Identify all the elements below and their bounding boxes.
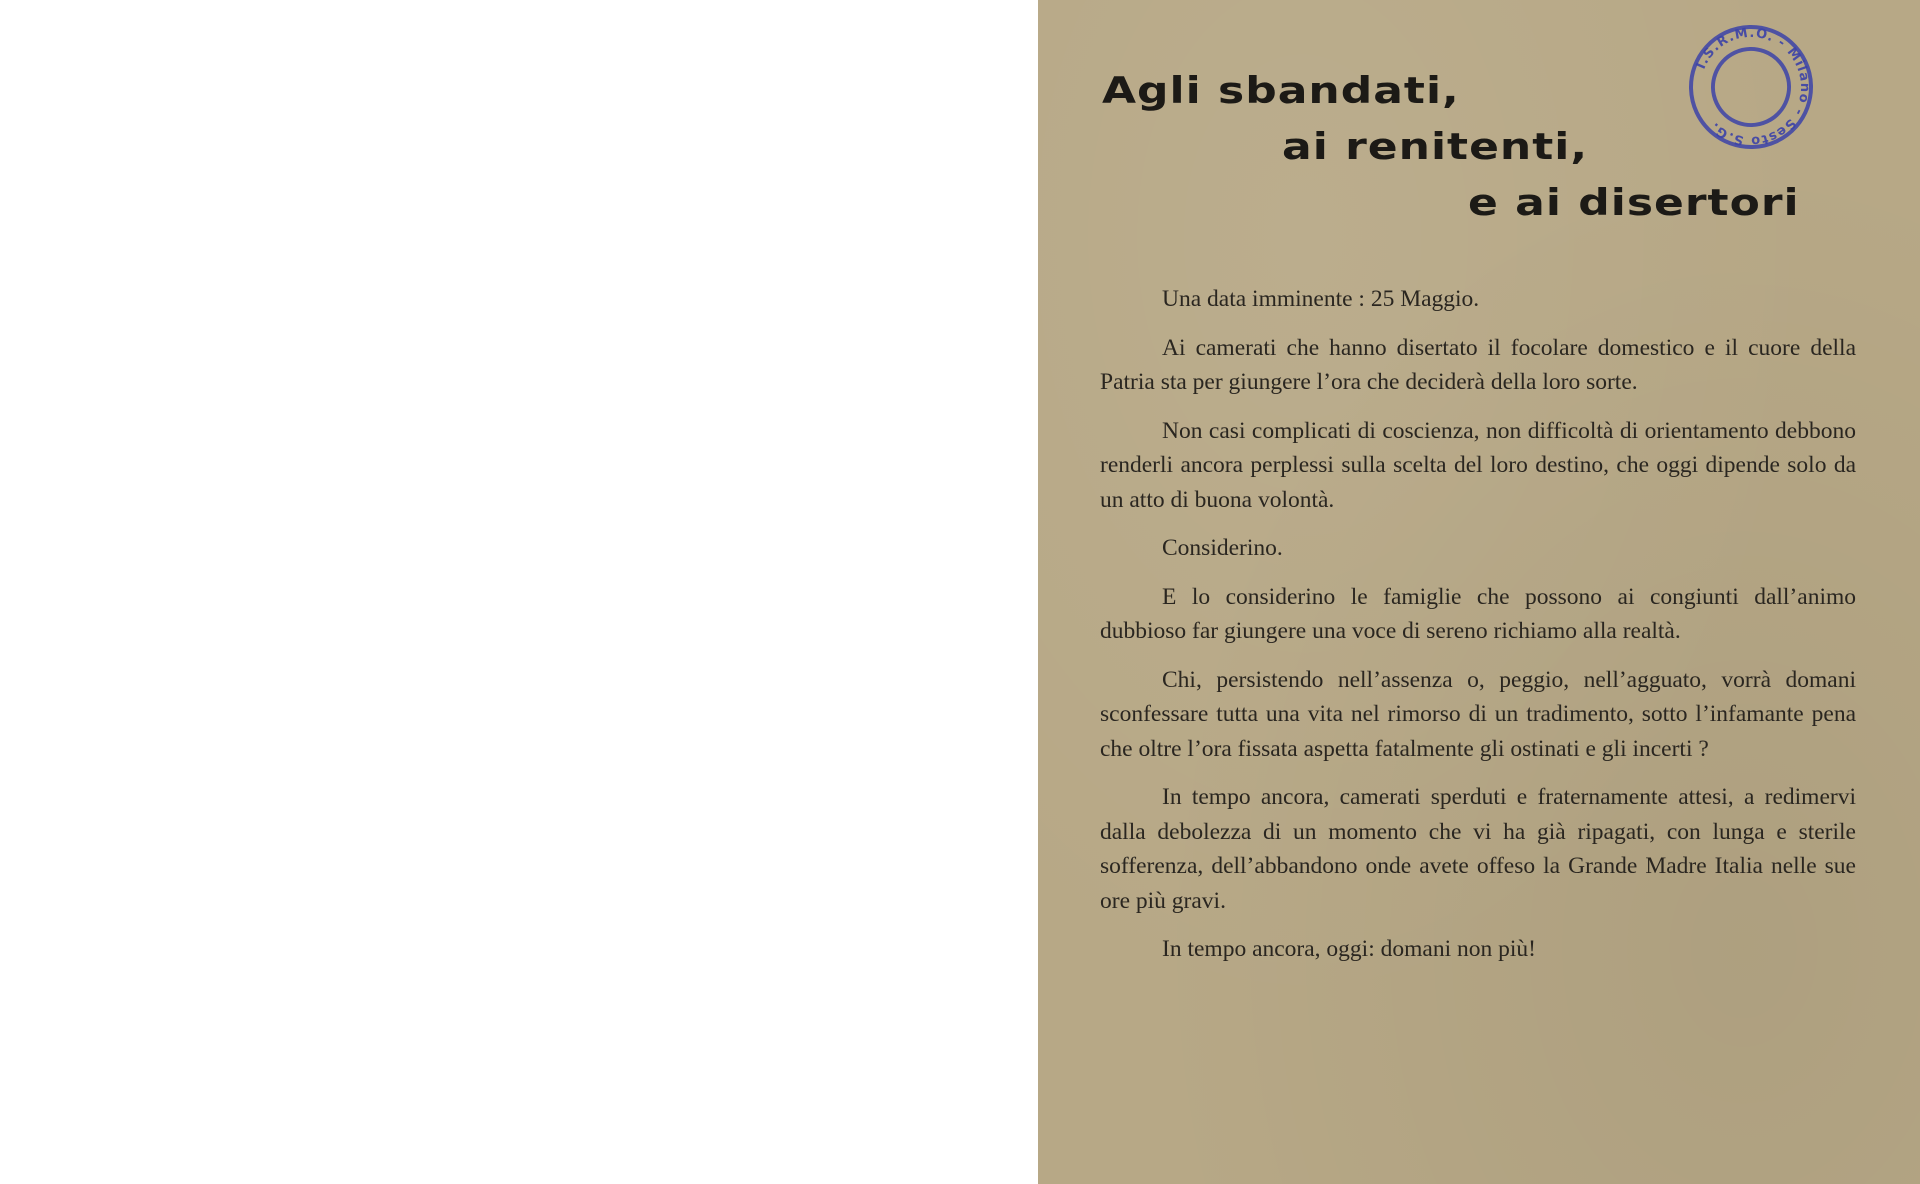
- archive-stamp: [1686, 22, 1816, 152]
- paragraph-date: Una data imminente : 25 Maggio.: [1162, 286, 1480, 312]
- body-text: [1100, 282, 1856, 981]
- paragraph-3: Considerino.: [1162, 535, 1283, 561]
- paragraph-1: Ai camerati che hanno disertato il focolare domestico e il cuore della Patria sta per giungere l’ora che deciderà della loro sorte.: [1100, 334, 1856, 395]
- leaflet-sheet: [1038, 0, 1920, 1184]
- paragraph-6: In tempo ancora, camerati sperduti e fraternamente attesi, a redimervi dalla debolezza di un momento che vi ha già ripagati, con lunga e sterile sofferenza, dell’abbandono onde avete offeso la Grande Madre Italia nelle sue ore più gravi.: [1100, 784, 1856, 914]
- paragraph-5: Chi, persistendo nell’assenza o, peggio, nell’agguato, vorrà domani sconfessare tutta una vita nel rimorso di un tradimento, sotto l’infamante pena che oltre l’ora fissata aspetta fatalmente gli ostinati e gli incerti ?: [1100, 666, 1856, 762]
- paragraph-closing: In tempo ancora, oggi: domani non più!: [1162, 936, 1536, 962]
- stamp-text: I.S.R.M.O. - Milano - Sesto S.G.: [1693, 25, 1813, 149]
- title-line-1: Agli sbandati,: [1102, 70, 1460, 112]
- svg-text:I.S.R.M.O. - Milano - Sesto S.: [1686, 22, 1816, 152]
- paragraph-2: Non casi complicati di coscienza, non difficoltà di orientamento debbono renderli ancora perplessi sulla scelta del loro destino, che oggi dipende solo da un atto di buona volontà.: [1100, 417, 1856, 513]
- title-line-3: e ai disertori: [1468, 182, 1800, 224]
- paragraph-4: E lo considerino le famiglie che possono ai congiunti dall’animo dubbioso far giungere una voce di sereno richiamo alla realtà.: [1100, 583, 1856, 644]
- title-line-2: ai renitenti,: [1282, 126, 1589, 168]
